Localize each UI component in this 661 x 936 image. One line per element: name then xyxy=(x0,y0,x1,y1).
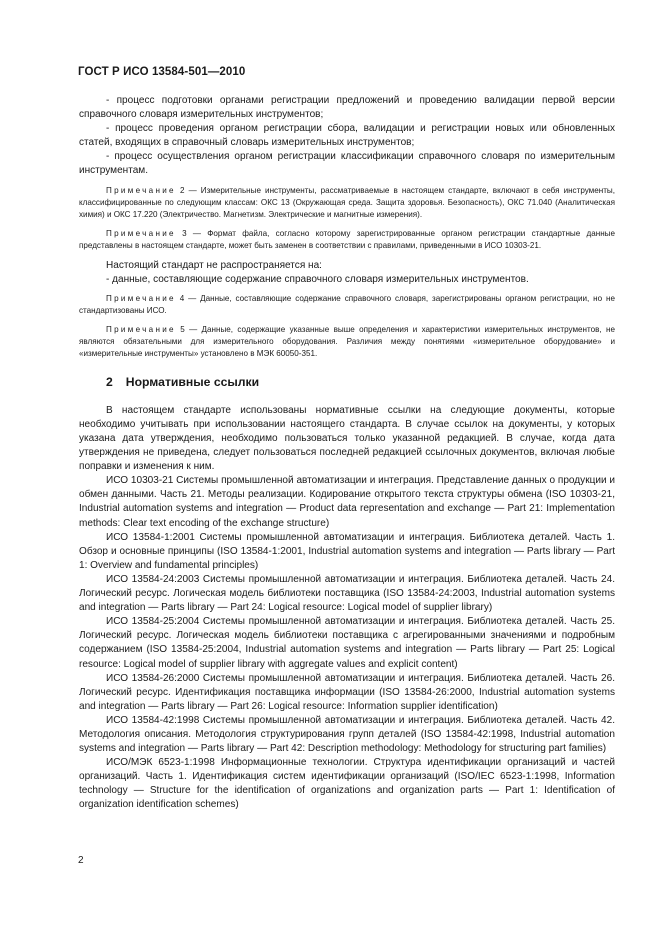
scope-exclusion-intro: Настоящий стандарт не распространяется на: xyxy=(106,259,322,271)
note-4 xyxy=(79,293,615,318)
note-text: 3 — Формат файла, согласно которому зарегистрированные органом регистрации стандартные данные представлены в настоящем стандарте, может быть заменен в соответствии с правилами, приведенными в ИСО 10303-21. xyxy=(79,228,615,251)
bullet-item: - процесс осуществления органом регистрации классификации справочного словаря по измерительным инструментам. xyxy=(79,151,615,177)
note-label: Примечание xyxy=(106,228,176,238)
bullet-item: - процесс подготовки органами регистрации предложений и проведению валидации первой версии справочного словаря измерительных инструментов; xyxy=(79,95,615,121)
note-text: 5 — Данные, содержащие указанные выше определения и характеристики измерительных инструментов, не являются обязательными для измерительного оборудования. Различия между понятиями «измерительное оборудование» и «измерительные инструменты» установлено в МЭК 60050-351. xyxy=(79,324,615,359)
reference-item: ИСО 13584-25:2004 Системы промышленной автоматизации и интеграция. Библиотека деталей. Часть 25. Логический ресурс. Логическая модель библиотеки поставщика с агрегированными значениями и подробным содержанием (ISO 13584-25:2004, Industrial automation systems and integration — Parts library — Part 25: Logical resource: Logical model of supplier library with aggregate values and explicit content) xyxy=(79,616,615,670)
section-heading xyxy=(79,375,615,389)
note-3 xyxy=(79,228,615,253)
note-label: Примечание xyxy=(106,185,176,195)
reference-item: ИСО 13584-42:1998 Системы промышленной автоматизации и интеграция. Библиотека деталей. Часть 42. Методология описания. Методология структурирования групп деталей (ISO 13584-42:1998, Industrial automation systems and integration — Parts library — Part 42: Description methodology: Methodology for structuring part families) xyxy=(79,714,615,755)
section-title: Нормативные ссылки xyxy=(125,374,260,389)
section-number: 2 xyxy=(106,374,113,389)
note-2 xyxy=(79,185,615,222)
reference-item: ИСО 13584-24:2003 Системы промышленной автоматизации и интеграция. Библиотека деталей. Часть 24. Логический ресурс. Логическая модель библиотеки поставщика (ISO 13584-24:2003, Industrial automation systems and integration — Parts library — Part 24: Logical resource: Logical model of supplier library) xyxy=(79,573,615,614)
note-label: Примечание xyxy=(106,293,176,303)
note-text: 4 — Данные, составляющие содержание справочного словаря, зарегистрированы органом регистрации, но не стандартизованы ИСО. xyxy=(79,293,615,316)
document-header: ГОСТ Р ИСО 13584-501—2010 xyxy=(78,66,246,78)
note-text: 2 — Измерительные инструменты, рассматриваемые в настоящем стандарте, включают в себя инструменты, классифицированные по следующим классам: ОКС 13 (Окружающая среда. Защита здоровья. Безопасность), ОКС 71.040 (Аналитическая химия) и ОКС 17.220 (Электричество. Магнетизм. Электрические и магнитные измерения). xyxy=(79,185,615,220)
note-label: Примечание xyxy=(106,324,176,334)
reference-item: ИСО 13584-1:2001 Системы промышленной автоматизации и интеграция. Библиотека деталей. Часть 1. Обзор и основные принципы (ISO 13584-1:2001, Industrial automation systems and integration — Parts library — Part 1: Overview and fundamental principles) xyxy=(79,531,615,571)
reference-item: ИСО 10303-21 Системы промышленной автоматизации и интеграция. Представление данных о продукции и обмен данными. Часть 21. Методы реализации. Кодирование открытого текста структуры обмена (ISO 10303-21, Industrial automation systems and integration — Product data representation and exchange — Part 21: Implementation methods: Clear text encoding of the exchange structure) xyxy=(79,475,615,529)
bullet-item: - процесс проведения органом регистрации сбора, валидации и регистрации новых или обновленных статей, входящих в справочный словарь измерительных инструментов; xyxy=(79,123,615,149)
reference-item: ИСО/МЭК 6523-1:1998 Информационные технологии. Структура идентификации организаций и частей организаций. Часть 1. Идентификация систем идентификации организаций (ISO/IEC 6523-1:1998, Information technology — Structure for the identification of organizations and organization parts — Part 1: Identification of organization identification schemes) xyxy=(79,757,615,811)
scope-exclusion-item: - данные, составляющие содержание справочного словаря измерительных инструментов. xyxy=(106,273,529,285)
section-intro: В настоящем стандарте использованы нормативные ссылки на следующие документы, которые необходимо учитывать при использовании настоящего стандарта. В случае ссылок на документы, у которых указана дата утверждения, необходимо пользоваться только указанной редакцией. В случае, когда дата утверждения не приведена, следует пользоваться последней редакцией ссылочных документов, включая любые поправки и изменения к ним. xyxy=(79,404,615,473)
page-number: 2 xyxy=(78,855,84,866)
reference-item: ИСО 13584-26:2000 Системы промышленной автоматизации и интеграция. Библиотека деталей. Часть 26. Логический ресурс. Идентификация поставщика информации (ISO 13584-26:2000, Industrial automation systems and integration — Parts library — Part 26: Logical resource: Information supplier identification) xyxy=(79,672,615,712)
note-5 xyxy=(79,324,615,361)
page-body xyxy=(79,94,615,813)
